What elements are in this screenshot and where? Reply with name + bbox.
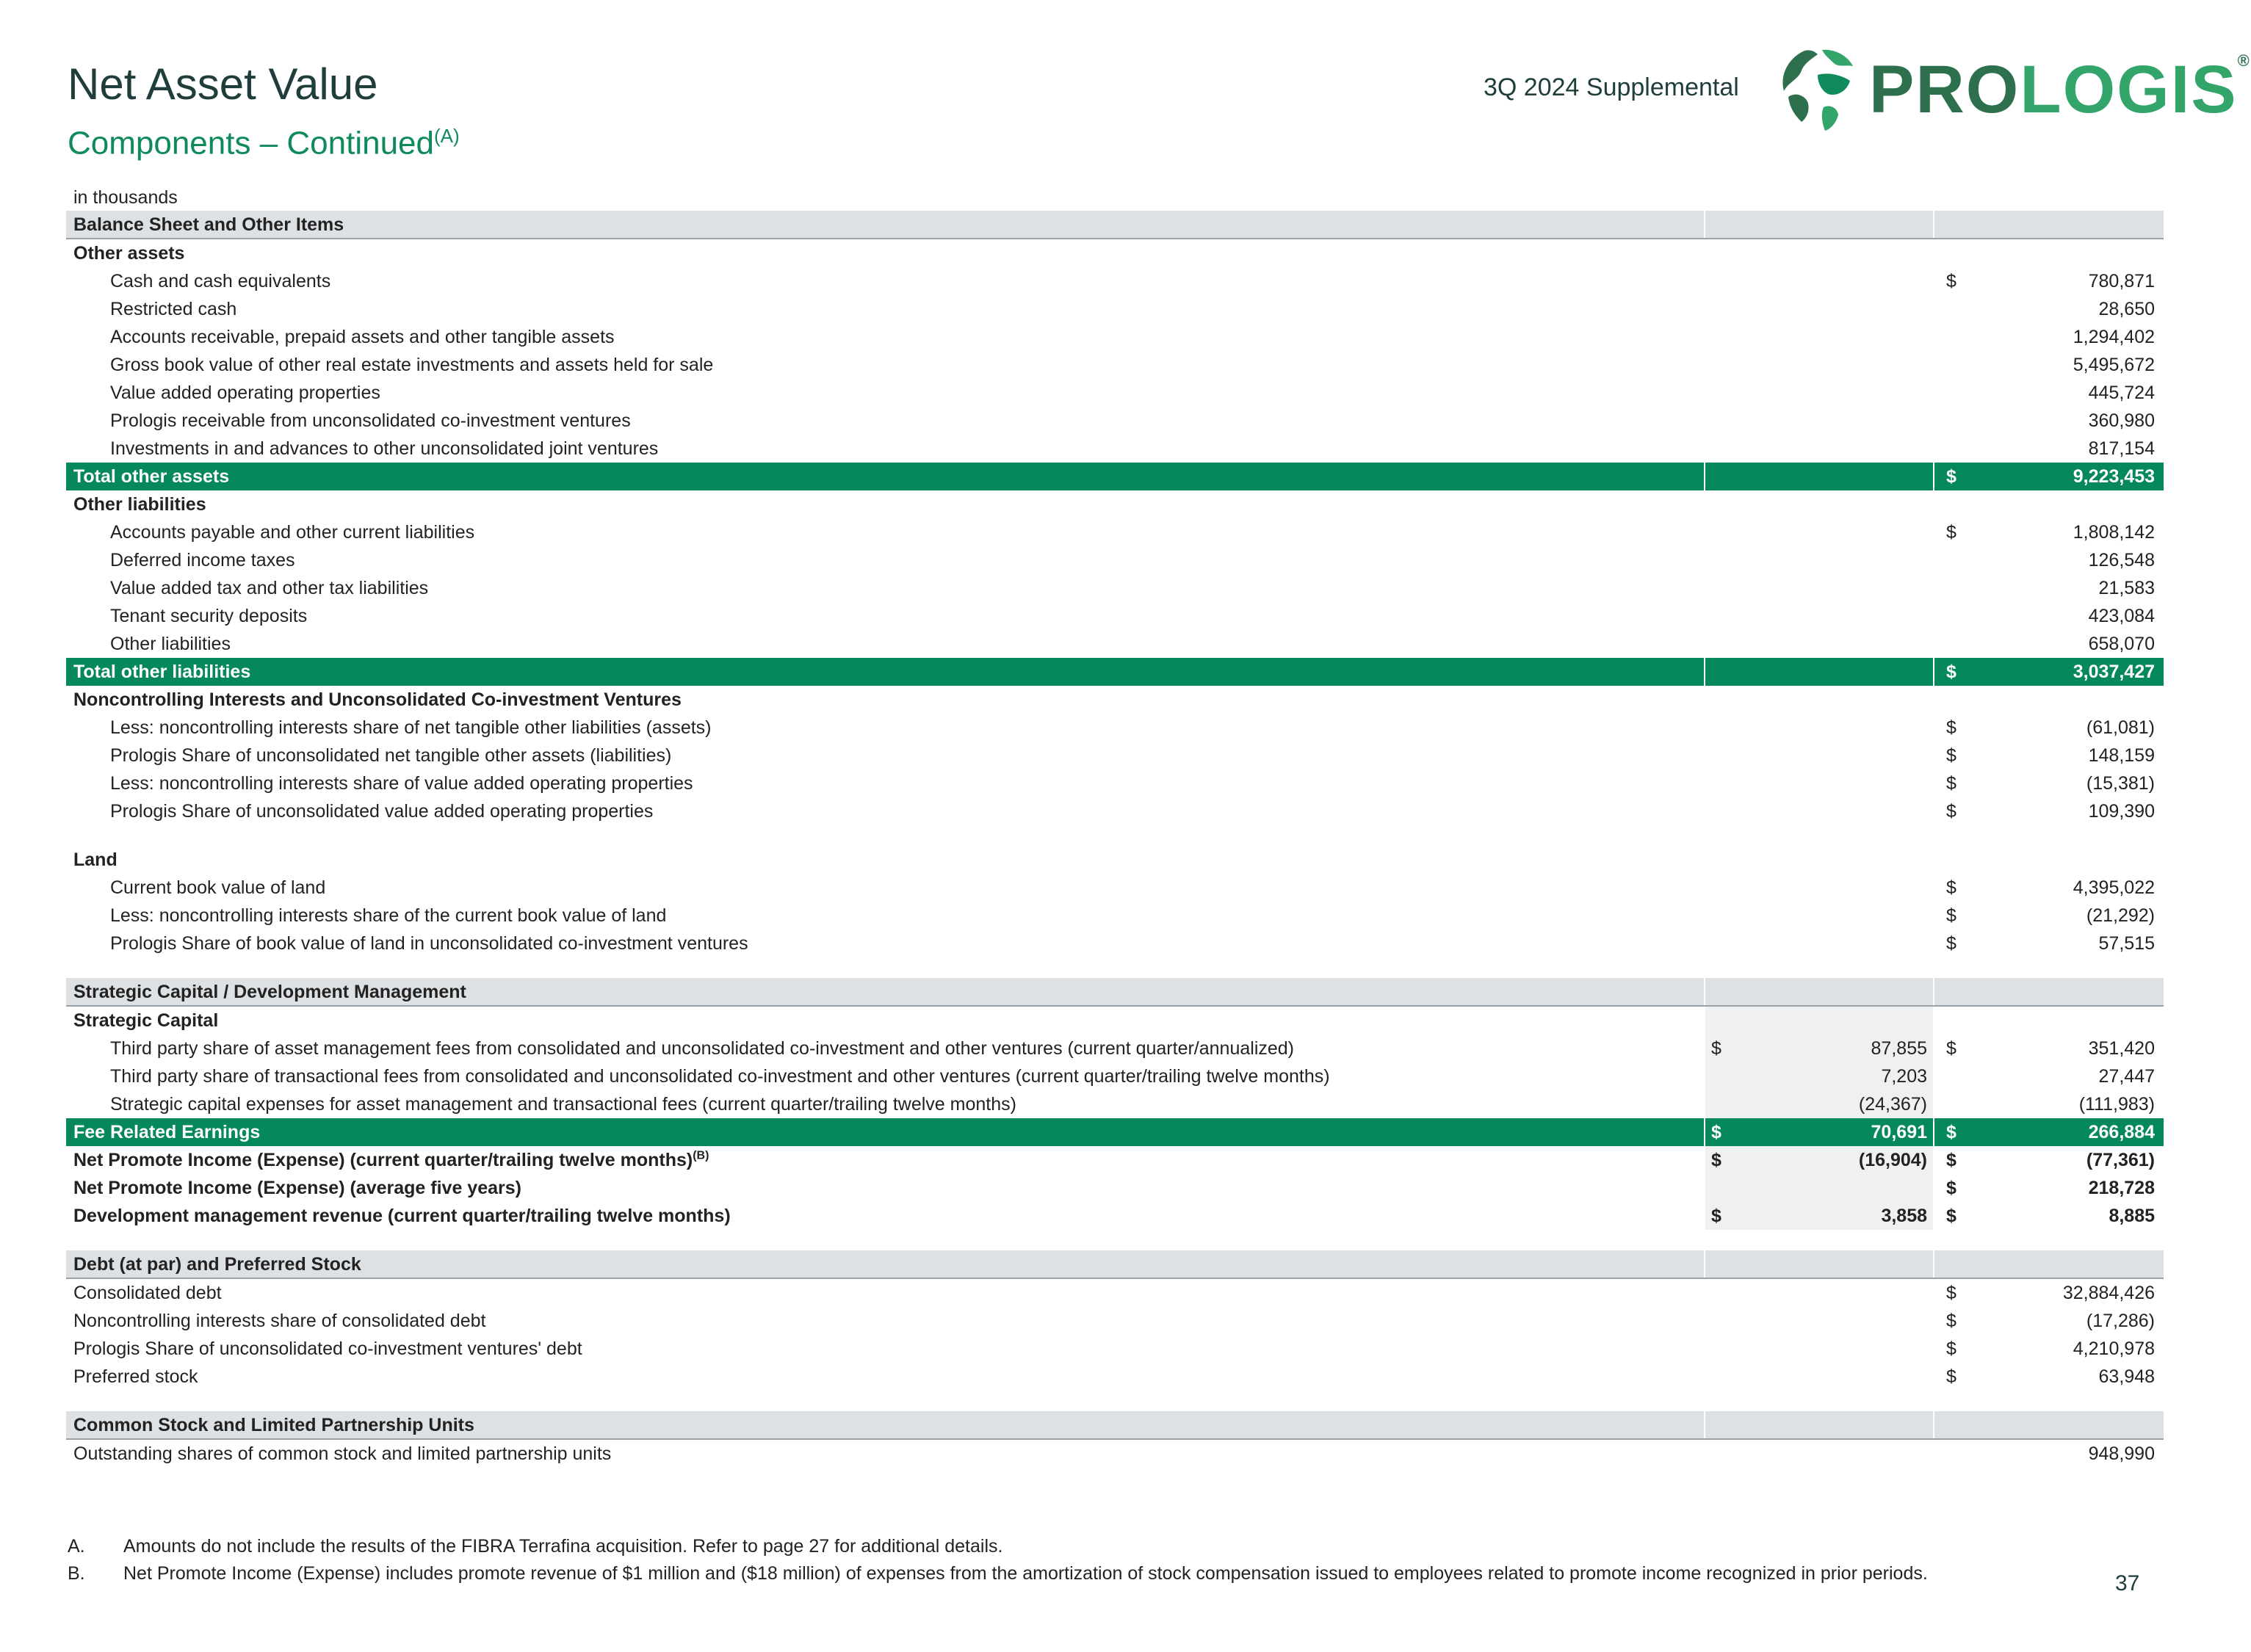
currency-symbol: $ — [1946, 271, 1956, 291]
footnote-b: B. Net Promote Income (Expense) includes promote revenue of $1 million and ($18 million) of expenses from the amortization of stock compensation issued to employees related to promote income recognized in prior periods. — [68, 1563, 1928, 1584]
row-label: Third party share of asset management fees from consolidated and unconsolidated co-investment and other ventures (current quarter/annualized) — [110, 1038, 1295, 1059]
table-row — [66, 902, 2164, 930]
column-shade — [1705, 1174, 1933, 1202]
total-value: 658,070 — [2088, 634, 2155, 654]
table-row — [66, 742, 2164, 769]
currency-symbol: $ — [1946, 1150, 1956, 1170]
page-title: Net Asset Value — [68, 59, 378, 109]
row-label: Development management revenue (current quarter/trailing twelve months) — [73, 1206, 731, 1226]
total-value: 27,447 — [2098, 1066, 2155, 1087]
total-value: 266,884 — [2088, 1122, 2155, 1142]
total-value: 445,724 — [2088, 383, 2155, 403]
total-value: 817,154 — [2088, 438, 2155, 459]
total-value: 1,808,142 — [2073, 522, 2155, 543]
row-label: Prologis Share of unconsolidated co-investment ventures' debt — [73, 1338, 582, 1359]
table-row — [66, 267, 2164, 295]
table-row — [66, 574, 2164, 602]
table-row — [66, 379, 2164, 407]
row-label: Accounts payable and other current liabilities — [110, 522, 475, 543]
table-row — [66, 797, 2164, 825]
footnote-ref: (B) — [693, 1149, 709, 1162]
row-label: Land — [73, 849, 118, 870]
total-value: (61,081) — [2086, 717, 2155, 738]
logo-wordmark: PROLOGIS® — [1869, 51, 2251, 127]
total-value: 360,980 — [2088, 410, 2155, 431]
total-value: 9,223,453 — [2073, 466, 2155, 487]
table-row — [66, 1202, 2164, 1230]
row-label: Preferred stock — [73, 1366, 198, 1387]
total-value: 4,395,022 — [2073, 877, 2155, 898]
total-value: 780,871 — [2088, 271, 2155, 291]
row-label: Less: noncontrolling interests share of the current book value of land — [110, 905, 667, 926]
column-divider — [1933, 978, 1934, 1005]
row-label: Less: noncontrolling interests share of value added operating properties — [110, 773, 693, 794]
column-divider — [1933, 658, 1934, 686]
footnote-a: A. Amounts do not include the results of the FIBRA Terrafina acquisition. Refer to page 27 for additional details. — [68, 1536, 1003, 1557]
row-label: Investments in and advances to other unconsolidated joint ventures — [110, 438, 659, 459]
table-row — [66, 1307, 2164, 1335]
currency-symbol: $ — [1711, 1122, 1721, 1142]
row-label: Restricted cash — [110, 299, 237, 319]
total-value: 109,390 — [2088, 801, 2155, 822]
table-row — [66, 1035, 2164, 1062]
table-row — [66, 874, 2164, 902]
table-row — [66, 1062, 2164, 1090]
currency-symbol: $ — [1711, 1038, 1721, 1059]
row-label: Prologis Share of unconsolidated value added operating properties — [110, 801, 654, 822]
globe-icon — [1774, 46, 1865, 134]
currency-symbol: $ — [1711, 1206, 1721, 1226]
column-divider — [1704, 1250, 1705, 1278]
row-label: Fee Related Earnings — [73, 1122, 261, 1142]
spacer-row — [66, 1391, 2164, 1411]
nav-components-table — [66, 211, 2164, 1468]
currency-symbol: $ — [1946, 933, 1956, 954]
row-label: Debt (at par) and Preferred Stock — [73, 1254, 361, 1275]
total-value: 126,548 — [2088, 550, 2155, 570]
row-label: Value added tax and other tax liabilities — [110, 578, 429, 598]
row-label: Common Stock and Limited Partnership Units — [73, 1415, 474, 1435]
row-label: Current book value of land — [110, 877, 326, 898]
currency-symbol: $ — [1946, 717, 1956, 738]
row-label: Prologis Share of book value of land in unconsolidated co-investment ventures — [110, 933, 748, 954]
units-label: in thousands — [73, 187, 178, 208]
supplemental-label: 3Q 2024 Supplemental — [1484, 73, 1739, 101]
column-divider — [1933, 1118, 1934, 1146]
currency-symbol: $ — [1946, 1338, 1956, 1359]
row-label: Strategic capital expenses for asset management and transactional fees (current quarter/trailing twelve months) — [110, 1094, 1016, 1115]
row-label: Gross book value of other real estate investments and assets held for sale — [110, 355, 714, 375]
total-value: 351,420 — [2088, 1038, 2155, 1059]
table-row — [66, 1363, 2164, 1391]
section-header-row — [66, 1411, 2164, 1440]
total-value: 218,728 — [2088, 1178, 2155, 1198]
table-row — [66, 239, 2164, 267]
row-label: Strategic Capital / Development Management — [73, 982, 466, 1002]
table-row — [66, 407, 2164, 435]
currency-symbol: $ — [1946, 662, 1956, 682]
total-value: 57,515 — [2098, 933, 2155, 954]
total-value: (17,286) — [2086, 1311, 2155, 1331]
spacer-row — [66, 1230, 2164, 1250]
total-value: 1,294,402 — [2073, 327, 2155, 347]
section-header-row — [66, 1250, 2164, 1279]
currency-symbol: $ — [1946, 522, 1956, 543]
column-divider — [1704, 658, 1705, 686]
column-divider — [1704, 978, 1705, 1005]
table-row — [66, 323, 2164, 351]
total-row — [66, 463, 2164, 490]
currency-symbol: $ — [1946, 877, 1956, 898]
table-row — [66, 1007, 2164, 1035]
section-header-row — [66, 211, 2164, 239]
row-label: Net Promote Income (Expense) (average five years) — [73, 1178, 521, 1198]
row-label: Other assets — [73, 243, 185, 264]
table-row — [66, 846, 2164, 874]
total-value: 4,210,978 — [2073, 1338, 2155, 1359]
row-label: Deferred income taxes — [110, 550, 295, 570]
table-row — [66, 686, 2164, 714]
footnotes — [68, 1535, 2051, 1589]
total-row — [66, 1118, 2164, 1146]
row-label: Value added operating properties — [110, 383, 380, 403]
table-row — [66, 930, 2164, 957]
currency-symbol: $ — [1946, 905, 1956, 926]
currency-symbol: $ — [1711, 1150, 1721, 1170]
row-label: Less: noncontrolling interests share of net tangible other liabilities (assets) — [110, 717, 712, 738]
column-divider — [1704, 211, 1705, 238]
prologis-logo — [1774, 46, 2251, 134]
total-value: 3,037,427 — [2073, 662, 2155, 682]
column-divider — [1933, 211, 1934, 238]
quarter-value: 3,858 — [1881, 1206, 1927, 1226]
total-value: 63,948 — [2098, 1366, 2155, 1387]
quarter-value: 70,691 — [1871, 1122, 1927, 1142]
table-row — [66, 630, 2164, 658]
row-label — [73, 1146, 709, 1174]
table-row — [66, 1146, 2164, 1174]
row-label: Noncontrolling Interests and Unconsolidated Co-investment Ventures — [73, 689, 682, 710]
row-label: Noncontrolling interests share of consolidated debt — [73, 1311, 486, 1331]
column-divider — [1704, 1411, 1705, 1438]
column-divider — [1704, 463, 1705, 490]
currency-symbol: $ — [1946, 773, 1956, 794]
quarter-value: (16,904) — [1858, 1150, 1927, 1170]
table-row — [66, 435, 2164, 463]
column-divider — [1933, 1250, 1934, 1278]
row-label: Other liabilities — [73, 494, 206, 515]
column-divider — [1704, 1118, 1705, 1146]
row-label: Accounts receivable, prepaid assets and other tangible assets — [110, 327, 615, 347]
table-row — [66, 518, 2164, 546]
table-row — [66, 1279, 2164, 1307]
total-value: 423,084 — [2088, 606, 2155, 626]
total-value: 948,990 — [2088, 1443, 2155, 1464]
table-row — [66, 1335, 2164, 1363]
section-header-row — [66, 978, 2164, 1007]
currency-symbol: $ — [1946, 1122, 1956, 1142]
page-subtitle: Components – Continued$^{(A)}$ — [68, 125, 460, 162]
currency-symbol: $ — [1946, 1206, 1956, 1226]
quarter-value: 7,203 — [1881, 1066, 1927, 1087]
table-row — [66, 1174, 2164, 1202]
currency-symbol: $ — [1946, 1178, 1956, 1198]
total-value: 148,159 — [2088, 745, 2155, 766]
column-divider — [1933, 463, 1934, 490]
row-label: Prologis receivable from unconsolidated co-investment ventures — [110, 410, 631, 431]
currency-symbol: $ — [1946, 745, 1956, 766]
currency-symbol: $ — [1946, 1366, 1956, 1387]
total-value: 32,884,426 — [2062, 1283, 2155, 1303]
column-divider — [1933, 1411, 1934, 1438]
table-row — [66, 714, 2164, 742]
row-label: Third party share of transactional fees from consolidated and unconsolidated co-investment and other ventures (current quarter/trailing twelve months) — [110, 1066, 1330, 1087]
total-value: (111,983) — [2078, 1094, 2155, 1115]
currency-symbol: $ — [1946, 466, 1956, 487]
total-value: 8,885 — [2109, 1206, 2155, 1226]
quarter-value: (24,367) — [1858, 1094, 1927, 1115]
currency-symbol: $ — [1946, 801, 1956, 822]
row-label: Outstanding shares of common stock and limited partnership units — [73, 1443, 612, 1464]
currency-symbol: $ — [1946, 1283, 1956, 1303]
column-shade — [1705, 1007, 1933, 1035]
row-label: Cash and cash equivalents — [110, 271, 331, 291]
total-value: (21,292) — [2086, 905, 2155, 926]
row-label: Consolidated debt — [73, 1283, 222, 1303]
currency-symbol: $ — [1946, 1311, 1956, 1331]
table-row — [66, 295, 2164, 323]
total-value: 21,583 — [2098, 578, 2155, 598]
spacer-row — [66, 825, 2164, 846]
total-row — [66, 658, 2164, 686]
table-row — [66, 1440, 2164, 1468]
table-row — [66, 769, 2164, 797]
page-number: 37 — [2115, 1571, 2140, 1595]
row-label: Total other liabilities — [73, 662, 251, 682]
total-value: 28,650 — [2098, 299, 2155, 319]
row-label-text: Net Promote Income (Expense) (current quarter/trailing twelve months) — [73, 1150, 693, 1170]
table-row — [66, 351, 2164, 379]
quarter-value: 87,855 — [1871, 1038, 1927, 1059]
row-label: Strategic Capital — [73, 1010, 219, 1031]
row-label: Total other assets — [73, 466, 230, 487]
row-label: Tenant security deposits — [110, 606, 308, 626]
spacer-row — [66, 957, 2164, 978]
total-value: 5,495,672 — [2073, 355, 2155, 375]
row-label: Prologis Share of unconsolidated net tangible other assets (liabilities) — [110, 745, 672, 766]
total-value: (77,361) — [2086, 1150, 2155, 1170]
table-row — [66, 490, 2164, 518]
table-row — [66, 546, 2164, 574]
table-row — [66, 602, 2164, 630]
total-value: (15,381) — [2086, 773, 2155, 794]
row-label: Other liabilities — [110, 634, 231, 654]
table-row — [66, 1090, 2164, 1118]
currency-symbol: $ — [1946, 1038, 1956, 1059]
row-label: Balance Sheet and Other Items — [73, 214, 344, 235]
